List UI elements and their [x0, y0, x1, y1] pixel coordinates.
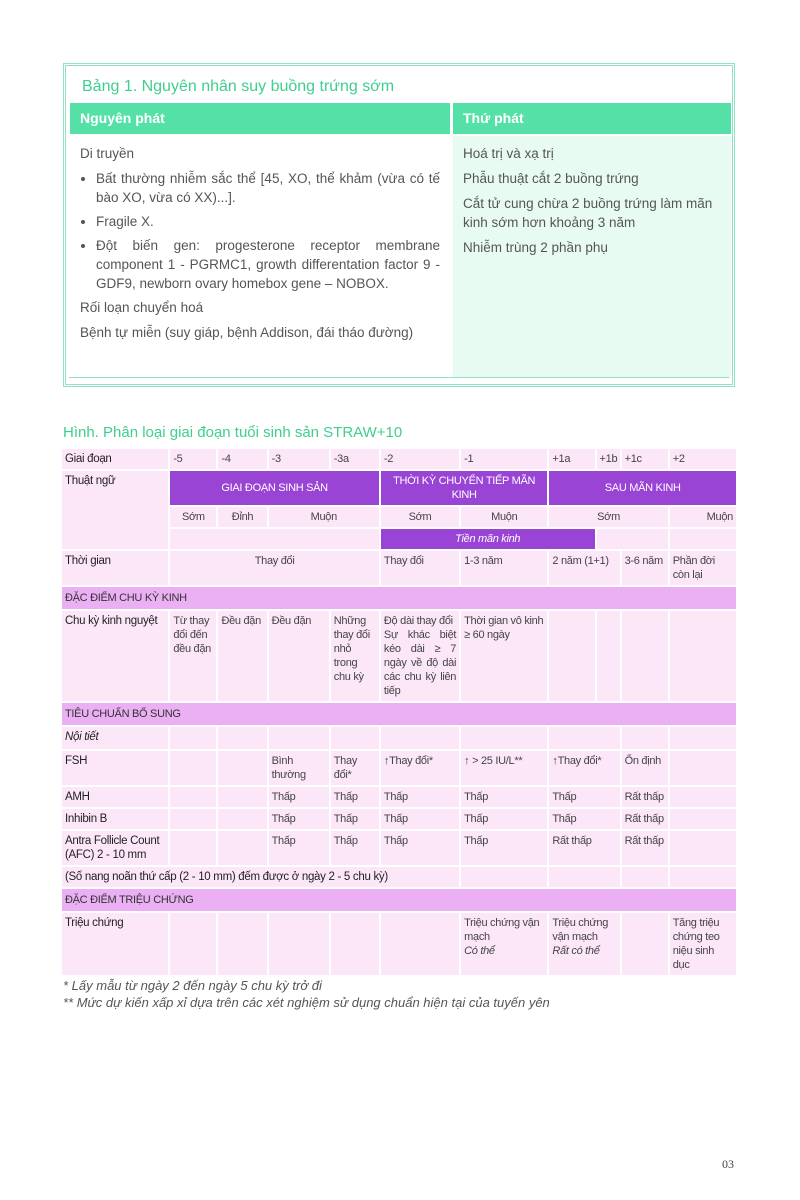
time-cell: 2 năm (1+1) [549, 551, 619, 585]
empty-cell [218, 809, 266, 829]
fsh-cell: ↑ > 25 IU/L** [461, 751, 547, 785]
cycle-row [62, 611, 736, 701]
empty-cell [170, 751, 216, 785]
stage-cell: -1 [461, 449, 547, 469]
empty-cell [170, 727, 216, 749]
inhibin-cell: Thấp [381, 809, 459, 829]
table1-title: Bảng 1. Nguyên nhân suy buồng trứng sớm [82, 78, 395, 95]
stage-cell: -3 [269, 449, 329, 469]
section-header-supplementary: TIÊU CHUẨN BỔ SUNG [62, 703, 736, 725]
empty-cell [461, 867, 547, 887]
cycle-cell: Những thay đổi nhỏ trong chu kỳ [331, 611, 379, 701]
metabolic-label: Rối loạn chuyển hoá [80, 300, 204, 315]
genetic-list [80, 169, 440, 293]
empty-cell [670, 787, 736, 807]
time-cell: Thay đổi [170, 551, 379, 585]
page-number: 03 [722, 1157, 734, 1171]
empty-cell [170, 809, 216, 829]
empty-cell [622, 611, 668, 701]
empty-cell [549, 611, 594, 701]
empty-cell [170, 787, 216, 807]
figure-title: Hình. Phân loại giai đoạn tuổi sinh sản STRAW+10 [63, 424, 403, 441]
afc-row [62, 831, 736, 865]
empty-cell [381, 727, 459, 749]
footnote: ** Mức dự kiến xấp xỉ dựa trên các xét nghiệm sử dụng chuẩn hiện tại của tuyến yên [63, 995, 550, 1010]
term-postmenopause: SAU MÃN KINH [549, 471, 736, 505]
afc-cell: Rất thấp [549, 831, 619, 865]
cycle-cell: Thời gian vô kinh ≥ 60 ngày [461, 611, 547, 701]
subterm-cell: Đỉnh [218, 507, 266, 527]
stage-cell: -2 [381, 449, 459, 469]
afc-note-row [62, 867, 736, 887]
amh-cell: Thấp [331, 787, 379, 807]
afc-note: (Số nang noãn thứ cấp (2 - 10 mm) đếm được ở ngày 2 - 5 chu kỳ) [62, 867, 459, 887]
empty-cell [269, 727, 329, 749]
endocrine-label: Nội tiết [62, 727, 168, 749]
cycle-cell: Đều đặn [218, 611, 266, 701]
empty-cell [549, 727, 619, 749]
empty-cell [670, 611, 736, 701]
amh-cell: Thấp [381, 787, 459, 807]
subterm-cell: Sớm [381, 507, 459, 527]
empty-cell [670, 751, 736, 785]
empty-cell [549, 867, 619, 887]
subterm-cell: Muộn [269, 507, 379, 527]
time-row [62, 551, 736, 585]
time-cell: Phần đời còn lại [670, 551, 736, 585]
empty-cell [218, 913, 266, 975]
stage-cell: +2 [670, 449, 736, 469]
empty-cell [461, 727, 547, 749]
afc-cell: Rất thấp [622, 831, 668, 865]
stage-cell: +1a [549, 449, 594, 469]
empty-cell [170, 529, 379, 549]
amh-cell: Thấp [461, 787, 547, 807]
subterm-cell: Muộn [670, 507, 736, 527]
amh-cell: Thấp [549, 787, 619, 807]
symptom-likelihood: Rất có thể [552, 945, 600, 957]
inhibin-row [62, 809, 736, 829]
subterm-cell: Sớm [549, 507, 667, 527]
empty-cell [670, 809, 736, 829]
inhibin-cell: Thấp [331, 809, 379, 829]
afc-label-line: (AFC) 2 - 10 mm [65, 849, 147, 861]
term-label: Thuật ngữ [62, 471, 168, 549]
empty-cell [670, 529, 736, 549]
symptom-cell [461, 913, 547, 975]
symptom-likelihood: Có thể [464, 945, 495, 957]
footnotes [63, 977, 550, 1011]
endocrine-row [62, 727, 736, 749]
time-label: Thời gian [62, 551, 168, 585]
inhibin-cell: Thấp [461, 809, 547, 829]
autoimmune-label: Bệnh tự miễn (suy giáp, bệnh Addison, đái tháo đường) [80, 325, 414, 340]
empty-cell [218, 787, 266, 807]
cycle-cell: Đều đặn [269, 611, 329, 701]
stage-row [62, 449, 736, 469]
symptom-text: Triệu chứng vận mạch [552, 917, 609, 943]
empty-cell [218, 751, 266, 785]
stage-cell: -5 [170, 449, 216, 469]
empty-cell [218, 831, 266, 865]
inhibin-cell: Rất thấp [622, 809, 668, 829]
inhibin-label: Inhibin B [62, 809, 168, 829]
amh-label: AMH [62, 787, 168, 807]
list-item: • Đột biến gen: progesterone receptor membrane component 1 - PGRMC1, growth differentation factor 9 - GDF9, newborn ovary homebox gene – NOBOX. [96, 236, 440, 293]
empty-cell [331, 913, 379, 975]
empty-cell [622, 867, 668, 887]
premenopause-bar: Tiền mãn kinh [381, 529, 595, 549]
fsh-cell: ↑Thay đổi* [381, 751, 459, 785]
stage-label: Giai đoạn [62, 449, 168, 469]
term-row [62, 471, 736, 505]
empty-cell [622, 727, 668, 749]
secondary-header: Thứ phát [453, 103, 731, 134]
fsh-cell: Ổn định [622, 751, 668, 785]
empty-cell [218, 727, 266, 749]
time-cell: Thay đổi [381, 551, 459, 585]
amh-row [62, 787, 736, 807]
primary-column [70, 136, 450, 378]
fsh-row [62, 751, 736, 785]
afc-cell: Thấp [269, 831, 329, 865]
list-item: Nhiễm trùng 2 phần phụ [463, 240, 608, 255]
footnote: * Lấy mẫu từ ngày 2 đến ngày 5 chu kỳ trở đi [63, 978, 322, 993]
symptom-row [62, 913, 736, 975]
afc-label [62, 831, 168, 865]
empty-cell [269, 913, 329, 975]
time-cell: 1-3 năm [461, 551, 547, 585]
time-cell: 3-6 năm [622, 551, 668, 585]
table1-divider [69, 377, 729, 378]
section-header-cycle: ĐẶC ĐIỂM CHU KỲ KINH [62, 587, 736, 609]
secondary-column [453, 136, 731, 378]
primary-header: Nguyên phát [70, 103, 450, 134]
empty-cell [170, 831, 216, 865]
empty-cell [670, 867, 736, 887]
table1-box [63, 63, 735, 387]
list-item: • Fragile X. [96, 212, 440, 231]
term-reproductive: GIAI ĐOẠN SINH SẢN [170, 471, 379, 505]
cycle-cell [381, 611, 459, 701]
genetic-label: Di truyền [80, 146, 135, 161]
empty-cell [670, 831, 736, 865]
fsh-label: FSH [62, 751, 168, 785]
symptom-cell [549, 913, 619, 975]
afc-cell: Thấp [461, 831, 547, 865]
inhibin-cell: Thấp [269, 809, 329, 829]
symptom-label: Triệu chứng [62, 913, 168, 975]
afc-label-line: Antra Follicle Count [65, 835, 160, 847]
symptom-text: Triệu chứng vận mạch [464, 917, 540, 943]
afc-cell: Thấp [381, 831, 459, 865]
cycle-text: Độ dài thay đổi [383, 615, 453, 627]
inhibin-cell: Thấp [549, 809, 619, 829]
empty-cell [331, 727, 379, 749]
section-header-symptoms: ĐẶC ĐIỂM TRIỆU CHỨNG [62, 889, 736, 911]
straw-table [60, 447, 738, 977]
empty-cell [381, 913, 459, 975]
stage-cell: +1b [597, 449, 620, 469]
symptom-cell: Tăng triệu chứng teo niệu sinh dục [670, 913, 736, 975]
cycle-label: Chu kỳ kinh nguyệt [62, 611, 168, 701]
afc-cell: Thấp [331, 831, 379, 865]
amh-cell: Thấp [269, 787, 329, 807]
fsh-cell: Bình thường [269, 751, 329, 785]
empty-cell [597, 611, 620, 701]
fsh-cell: ↑Thay đổi* [549, 751, 619, 785]
stage-cell: -3a [331, 449, 379, 469]
empty-cell [670, 727, 736, 749]
subterm-cell: Sớm [170, 507, 216, 527]
fsh-cell: Thay đổi* [331, 751, 379, 785]
stage-cell: -4 [218, 449, 266, 469]
empty-cell [622, 913, 668, 975]
term-transition: THỜI KỲ CHUYỂN TIẾP MÃN KINH [381, 471, 547, 505]
list-item: Hoá trị và xạ trị [463, 146, 554, 161]
cycle-text: Sự khác biệt kéo dài ≥ 7 ngày về độ dài các chu kỳ liên tiếp [383, 629, 457, 697]
empty-cell [170, 913, 216, 975]
list-item: Phẫu thuật cắt 2 buồng trứng [463, 171, 639, 186]
list-item: • Bất thường nhiễm sắc thể [45, XO, thể khảm (vừa có tế bào XO, vừa có XX)...]. [96, 169, 440, 207]
amh-cell: Rất thấp [622, 787, 668, 807]
cycle-cell: Từ thay đổi đến đều đặn [170, 611, 216, 701]
empty-cell [597, 529, 668, 549]
subterm-cell: Muộn [461, 507, 547, 527]
list-item: Cắt tử cung chừa 2 buồng trứng làm mãn kinh sớm hơn khoảng 3 năm [463, 196, 713, 230]
stage-cell: +1c [622, 449, 668, 469]
